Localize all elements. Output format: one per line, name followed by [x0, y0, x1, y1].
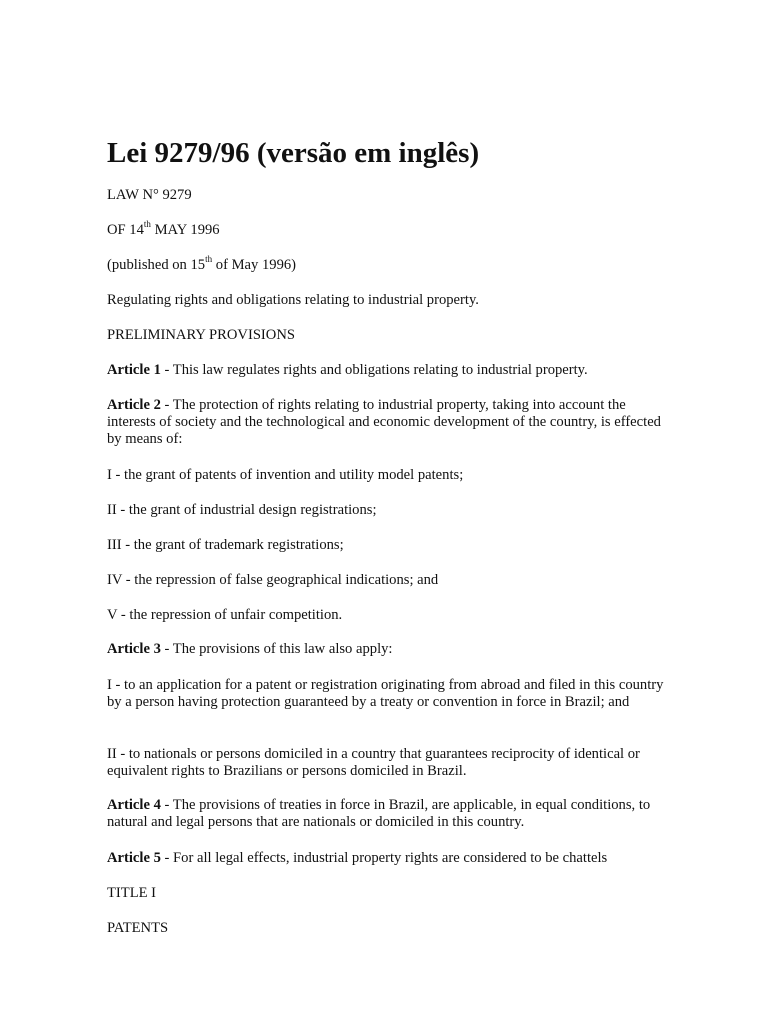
- preliminary-provisions-heading: PRELIMINARY PROVISIONS: [107, 327, 295, 343]
- patents-heading: PATENTS: [107, 920, 169, 936]
- law-date-prefix: OF 14: [107, 222, 144, 238]
- article-1: [107, 362, 667, 379]
- article-2-item: V - the repression of unfair competition.: [107, 607, 343, 623]
- article-3: [107, 641, 667, 658]
- published-date: [107, 254, 667, 274]
- article-2: [107, 397, 667, 448]
- title-heading: TITLE I: [107, 885, 157, 901]
- article-2-label: Article 2: [107, 397, 161, 413]
- article-3-label: Article 3: [107, 641, 161, 657]
- law-subject: Regulating rights and obligations relating to industrial property.: [107, 292, 479, 308]
- published-date-prefix: (published on 15: [107, 257, 206, 273]
- article-2-item: I - the grant of patents of invention and utility model patents;: [107, 467, 464, 483]
- article-2-text: - The protection of rights relating to industrial property, taking into account the interests of society and the technological and economic development of the country, is effected by means of:: [107, 397, 661, 447]
- article-2-item: IV - the repression of false geographical indications; and: [107, 572, 439, 588]
- article-4: [107, 797, 667, 831]
- published-date-suffix: of May 1996): [212, 257, 297, 273]
- law-date: [107, 219, 667, 239]
- article-1-text: - This law regulates rights and obligations relating to industrial property.: [160, 362, 588, 378]
- article-1-label: Article 1: [107, 362, 161, 378]
- article-2-item: III - the grant of trademark registrations;: [107, 537, 344, 553]
- article-4-text: - The provisions of treaties in force in Brazil, are applicable, in equal conditions, to natural and legal persons that are nationals or domiciled in this country.: [107, 797, 651, 830]
- document-title: Lei 9279/96 (versão em inglês): [107, 137, 480, 169]
- law-number: LAW N° 9279: [107, 187, 192, 203]
- article-3-item: II - to nationals or persons domiciled in a country that guarantees reciprocity of identical or equivalent rights to Brazilians or persons domiciled in Brazil.: [107, 746, 640, 779]
- law-date-ordinal: th: [143, 219, 151, 230]
- article-4-label: Article 4: [107, 797, 161, 813]
- law-date-suffix: MAY 1996: [150, 222, 220, 238]
- article-2-item: II - the grant of industrial design registrations;: [107, 502, 377, 518]
- published-date-ordinal: th: [205, 254, 213, 265]
- article-3-text: - The provisions of this law also apply:: [160, 641, 393, 657]
- article-5: [107, 850, 667, 867]
- article-5-text: - For all legal effects, industrial property rights are considered to be chattels: [160, 850, 608, 866]
- article-5-label: Article 5: [107, 850, 161, 866]
- article-3-item: I - to an application for a patent or registration originating from abroad and filed in this country by a person having protection guaranteed by a treaty or convention in force in Brazil; and: [107, 677, 664, 710]
